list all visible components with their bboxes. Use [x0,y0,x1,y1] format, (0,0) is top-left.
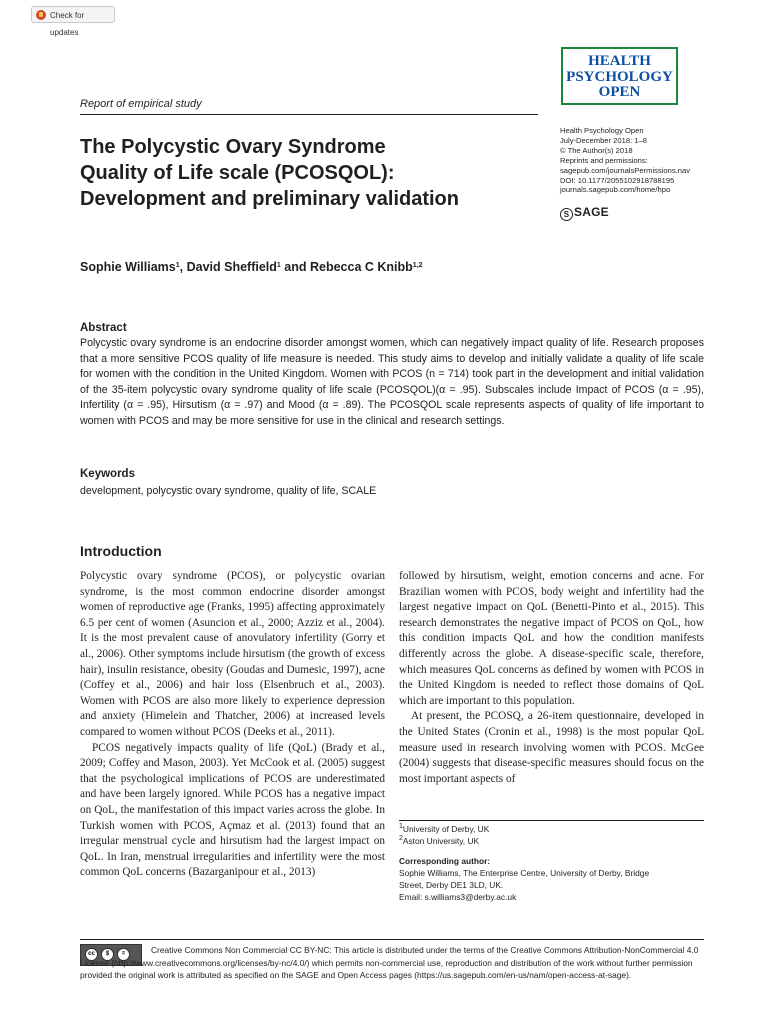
body-paragraph: followed by hirsutism, weight, emotion concerns and acne. For Brazilian women with PCOS, body weight and infertility had the largest negative impact on QoL (Benetti-Pinto et al., 2015). This research demonstrates the negative impact of PCOS on QoL, how this condition impacts QoL and how the condition manifests differently across the globe. A disease-specific scale, therefore, which measures QoL concerns as defined by women with PCOS in the United Kingdom is needed to reflect those domains of QoL which are important to this population. [399,570,704,707]
author-name: David Sheffield [186,260,277,274]
corresponding-line: Sophie Williams, The Enterprise Centre, University of Derby, Bridge [399,868,650,878]
check-for-updates-button[interactable] [31,6,115,37]
affiliation-text: Aston University, UK [402,836,480,846]
author-affiliation: 1,2 [412,262,423,269]
publication-meta [560,126,730,195]
keywords-body: development, polycystic ovary syndrome, quality of life, SCALE [80,485,377,497]
abstract-body: Polycystic ovary syndrome is an endocrine disorder amongst women, which can negatively impact quality of life. Research proposes that a more sensitive PCOS quality of life measure is needed. This study aims to develop and initially validate a quality of life scale for women with the condition in the United Kingdom. Women with PCOS (n = 714) took part in the development and initial validation of the 35-item polycystic ovary syndrome quality of life scale (PCOSQOL)(α = .95). Subscales include Impact of PCOS (α = .95), Infertility (α = .95), Hirsutism (α = .97) and Mood (α = .89). The PCOSQOL scale represents aspects of quality of life important to women with PCOS and may be more sensitive for use in the clinical and research settings. [80,337,704,427]
title-line: Development and preliminary validation [80,188,459,210]
footnotes [399,823,704,903]
sage-s-icon: S [560,208,573,221]
noncommercial-icon: $ [101,948,114,961]
body-paragraph: PCOS negatively impacts quality of life (QoL) (Brady et al., 2009; Coffey and Mason, 2003). Yet McCook et al. (2005) suggest that the psychological implications of PCOS are underestimated and have been largely ignored. While PCOS has a negative impact on QoL, the manifestation of this impact varies across the globe. In Turkish women with PCOS, Açmaz et al. (2013) found that an irregular menstrual cycle and hirsutism had the largest impact on QoL. In Iran, menstrual irregularities and infertility were the most common QoL concerns (Bazarganipour et al., 2013) [80,741,385,879]
corresponding-line: Street, Derby DE1 3LD, UK. [399,880,504,890]
affiliation-number: 1 [399,823,403,830]
corresponding-email[interactable]: Email: s.williams3@derby.ac.uk [399,892,517,902]
author-separator: and [280,260,310,274]
author-affiliation: 1 [276,262,281,269]
footnote-divider [399,820,704,821]
body-column-right [399,569,704,787]
affiliation-note [399,823,704,835]
author-affiliation: 1 [175,262,180,269]
introduction-heading: Introduction [80,543,162,559]
title-line: Quality of Life scale (PCOSQOL): [80,162,395,184]
journal-logo-line: PSYCHOLOGY [566,68,673,85]
author-list [80,260,423,274]
body-paragraph: At present, the PCOSQ, a 26-item questionnaire, developed in the United States (Cronin et al., 1998) is the most popular QoL measure used in research involving women with PCOS. McGee (2004) suggests that disease-specific measures should focus on the most important aspects of [399,710,704,785]
publisher-name: SAGE [574,205,609,219]
affiliation-number: 2 [399,835,403,842]
journal-logo-line: HEALTH [588,53,651,69]
meta-journal-link[interactable]: journals.sagepub.com/home/hpo [560,185,671,195]
author-name: Rebecca C Knibb [309,260,413,274]
body-column-left [80,569,385,881]
meta-copyright: © The Author(s) 2018 [560,145,633,155]
meta-issue: July-December 2018: 1–8 [560,135,647,145]
affiliation-note [399,835,704,847]
title-line: The Polycystic Ovary Syndrome [80,136,386,158]
article-title [80,134,530,212]
license-divider [80,939,704,940]
abstract-heading: Abstract [80,322,127,334]
author-name: Sophie Williams [80,260,176,274]
crossmark-icon [36,10,46,20]
meta-journal: Health Psychology Open [560,126,644,135]
journal-logo-line: OPEN [598,84,641,100]
keywords-heading: Keywords [80,468,135,480]
meta-reprints: Reprints and permissions: [560,155,648,165]
license-text: Creative Commons Non Commercial CC BY-NC: This article is distributed under the terms of the Creative Commons Attribution-NonCommercial 4.0 License (http://www.creativecommons.org/licenses/by-nc/4.0/) which permits non-commercial use, reproduction and distribution of the work without further permission provided the original work is attributed as specified on the SAGE and Open Access pages (https://us.sagepub.com/en-us/nam/open-access-at-sage). [80,945,699,980]
check-for-updates-label: Check for updates [50,11,85,37]
header-divider [80,114,538,115]
cc-icon: cc [85,948,98,961]
publisher-logo [560,205,609,221]
author-separator: , [179,260,187,274]
corresponding-heading: Corresponding author: [399,856,491,866]
body-paragraph: Polycystic ovary syndrome (PCOS), or polycystic ovarian syndrome, is the most common endocrine disorder amongst women of reproductive age (Franks, 1995) affecting approximately 6.5 per cent of women (Asuncion et al., 2000; Azziz et al., 2004). It is the most prevalent cause of anovulatory infertility (Gorry et al., 2006). Other symptoms include hirsutism (the growth of excess hair), insulin resistance, obesity (Goudas and Dumesic, 1997), acne (Coffey et al., 2006) and hair loss (Elsenbruch et al., 2003). Women with PCOS are also more likely to experience depression and anxiety (Himelein and Thatcher, 2006) at increased levels compared to women without PCOS (Deeks et al., 2011). [80,570,385,738]
article-type: Report of empirical study [80,98,202,110]
journal-logo [561,47,678,105]
affiliation-text: University of Derby, UK [402,824,490,834]
attribution-icon: = [117,948,130,961]
meta-permissions-link[interactable]: sagepub.com/journalsPermissions.nav [560,165,691,175]
meta-doi[interactable]: DOI: 10.1177/2055102918788195 [560,175,675,185]
